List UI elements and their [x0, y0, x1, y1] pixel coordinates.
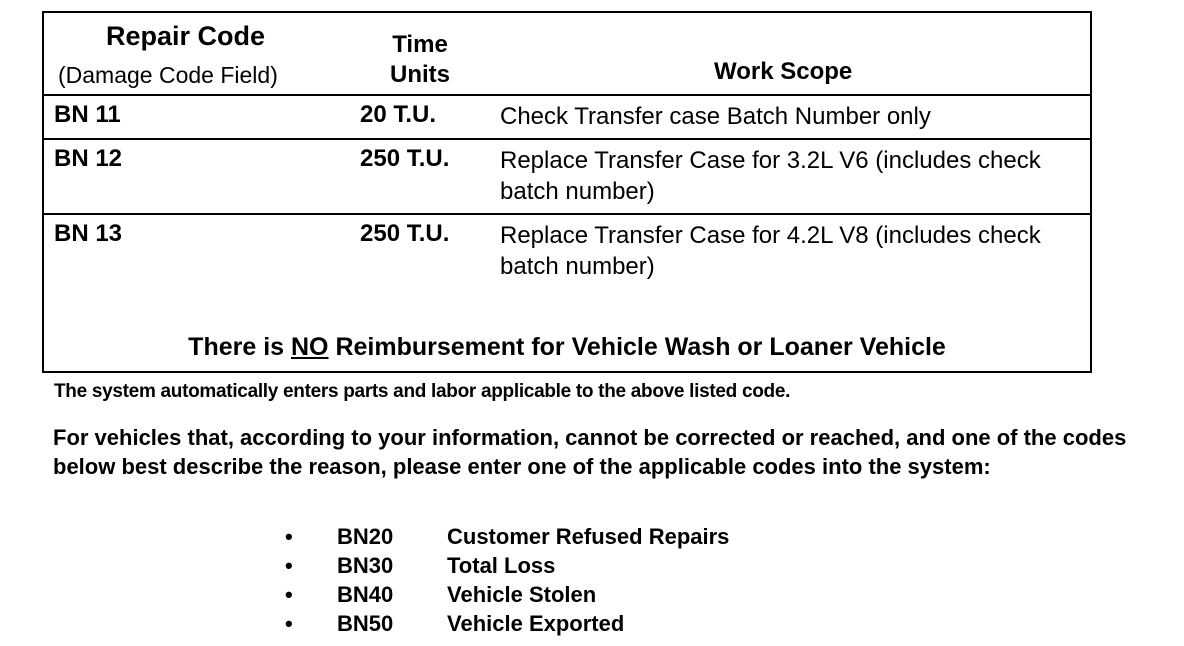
header-damage-code-field: (Damage Code Field) [58, 62, 278, 88]
row-work-scope: Replace Transfer Case for 3.2L V6 (includes check batch number) [500, 147, 1041, 205]
reason-code-list [285, 522, 729, 638]
bullet-icon: • [285, 524, 293, 549]
table-row [44, 140, 1090, 215]
list-item [285, 551, 729, 580]
bullet-icon: • [285, 553, 293, 578]
reason-code: BN20 [337, 524, 394, 549]
table-row [44, 96, 1090, 140]
reason-label: Customer Refused Repairs [447, 524, 730, 549]
notice-emphasis: NO [291, 333, 329, 361]
system-note-paragraph: The system automatically enters parts and labor applicable to the above listed code. [54, 381, 791, 402]
no-reimbursement-notice [44, 333, 1090, 362]
header-repair-code: Repair Code [106, 21, 266, 51]
row-time-units: 250 T.U. [360, 220, 450, 247]
table-row [44, 215, 1090, 295]
reason-code: BN30 [337, 553, 394, 578]
header-time-line2: Units [390, 61, 450, 88]
reason-label: Vehicle Exported [447, 611, 625, 636]
bullet-icon: • [285, 582, 293, 607]
header-work-scope: Work Scope [714, 58, 853, 85]
table-header-row [44, 13, 1090, 96]
list-item [285, 522, 729, 551]
reason-code: BN40 [337, 582, 394, 607]
row-time-units: 20 T.U. [360, 101, 437, 128]
row-time-units: 250 T.U. [360, 145, 450, 172]
reason-label: Total Loss [447, 553, 556, 578]
row-repair-code: BN 12 [54, 145, 123, 172]
repair-code-table [42, 11, 1092, 373]
list-item [285, 609, 729, 638]
row-work-scope: Replace Transfer Case for 4.2L V8 (includes check batch number) [500, 222, 1041, 280]
notice-text-after: Reimbursement for Vehicle Wash or Loaner Vehicle [328, 333, 946, 361]
row-repair-code: BN 13 [54, 220, 123, 247]
notice-text-before: There is [188, 333, 291, 361]
reason-label: Vehicle Stolen [447, 582, 597, 607]
row-work-scope: Check Transfer case Batch Number only [500, 103, 931, 130]
list-item [285, 580, 729, 609]
instruction-paragraph: For vehicles that, according to your information, cannot be corrected or reached, and one of the codes below best describe the reason, please enter one of the applicable codes into the system: [53, 425, 1127, 479]
row-repair-code: BN 11 [54, 101, 121, 128]
header-time-line1: Time [392, 31, 448, 58]
bullet-icon: • [285, 611, 293, 636]
header-time-units [384, 30, 456, 90]
reason-code: BN50 [337, 611, 394, 636]
